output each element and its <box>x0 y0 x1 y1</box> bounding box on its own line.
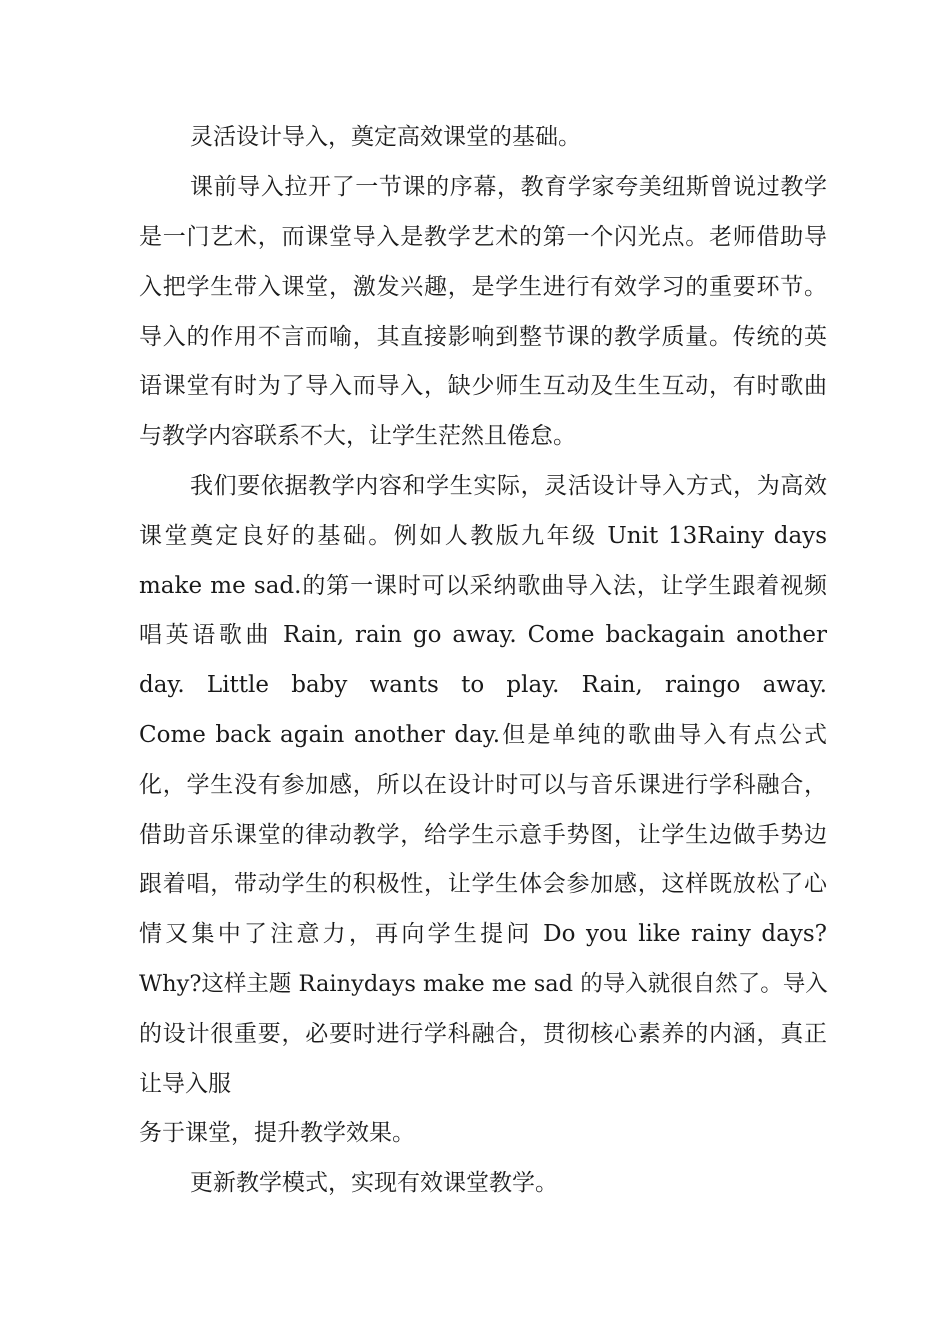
text-line: Come back again another day.但是单纯的歌曲导入有点公式 <box>139 722 827 748</box>
text-line: 借助音乐课堂的律动教学，给学生示意手势图，让学生边做手势边 <box>139 822 827 848</box>
text-line: 情又集中了注意力，再向学生提问 Do you like rainy days? <box>139 921 827 947</box>
paragraph-heading: 更新教学模式，实现有效课堂教学。 <box>190 1170 558 1196</box>
text-line: day. Little baby wants to play. Rain, raingo away. <box>139 672 827 698</box>
text-line: 课前导入拉开了一节课的序幕，教育学家夸美纽斯曾说过教学 <box>190 174 827 200</box>
text-line: 课堂奠定良好的基础。例如人教版九年级 Unit 13Rainy days <box>139 523 827 549</box>
text-line: 让导入服 <box>139 1071 231 1097</box>
text-line: 与教学内容联系不大，让学生茫然且倦怠。 <box>139 423 576 449</box>
text-line: 唱英语歌曲 Rain, rain go away. Come backagain another <box>139 622 827 648</box>
text-line: 入把学生带入课堂，激发兴趣，是学生进行有效学习的重要环节。 <box>139 274 827 300</box>
text-line: 务于课堂，提升教学效果。 <box>139 1120 415 1146</box>
text-line: 化，学生没有参加感，所以在设计时可以与音乐课进行学科融合， <box>139 772 827 798</box>
text-line: make me sad.的第一课时可以采纳歌曲导入法，让学生跟着视频 <box>139 573 827 599</box>
text-line: 是一门艺术，而课堂导入是教学艺术的第一个闪光点。老师借助导 <box>139 224 827 250</box>
paragraph-heading: 灵活设计导入，奠定高效课堂的基础。 <box>190 124 581 150</box>
text-line: 跟着唱，带动学生的积极性，让学生体会参加感，这样既放松了心 <box>139 871 827 897</box>
text-line: Why?这样主题 Rainydays make me sad 的导入就很自然了。导入 <box>139 971 828 997</box>
text-line: 的设计很重要，必要时进行学科融合，贯彻核心素养的内涵，真正 <box>139 1021 827 1047</box>
text-line: 我们要依据教学内容和学生实际，灵活设计导入方式，为高效 <box>190 473 827 499</box>
text-line: 语课堂有时为了导入而导入，缺少师生互动及生生互动，有时歌曲 <box>139 373 827 399</box>
text-line: 导入的作用不言而喻，其直接影响到整节课的教学质量。传统的英 <box>139 324 827 350</box>
